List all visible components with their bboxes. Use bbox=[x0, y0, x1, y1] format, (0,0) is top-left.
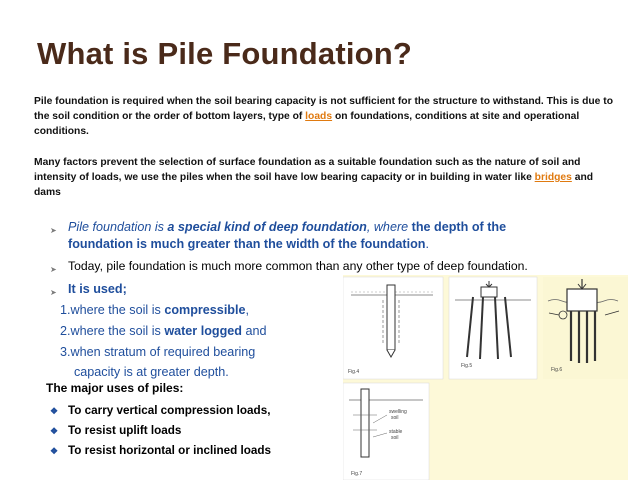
fig7-label: Fig.7 bbox=[351, 471, 363, 477]
pile-figures-illustration bbox=[343, 275, 628, 480]
intro-text: on foundations, conditions at site and operational conditions. bbox=[34, 111, 580, 137]
arrow-bullet-icon: ➤ bbox=[50, 288, 57, 297]
use-text: 1.where the soil is bbox=[60, 303, 165, 317]
fig6-label: Fig.6 bbox=[551, 367, 563, 373]
bridges-link[interactable]: bridges bbox=[534, 172, 572, 183]
diamond-bullet-icon: ❖ bbox=[50, 406, 59, 416]
diamond-bullet-icon: ❖ bbox=[50, 446, 59, 456]
use-case-3-line2 bbox=[74, 364, 229, 381]
major-uses-heading: The major uses of piles: bbox=[46, 381, 184, 395]
bullet-text-part: foundation is much greater than the width of the foundation bbox=[68, 237, 426, 251]
intro-paragraph-1 bbox=[34, 94, 619, 139]
use-text: 3.when stratum of required bearing bbox=[60, 345, 256, 359]
bullet-text: It is used; bbox=[68, 282, 127, 296]
use-text: . bbox=[225, 365, 229, 379]
bullet-text-part: . bbox=[425, 237, 430, 251]
intro-text: Many factors prevent the selection of surface foundation as a suitable foundation such as the nature of soil and intensity of loads, we use the piles when the soil have low bearing capacity or in building in water like bbox=[34, 157, 581, 183]
bullet-text-part: a special kind of deep foundation bbox=[167, 220, 367, 234]
bullet-text-part: , where bbox=[366, 220, 412, 234]
intro-text: Pile foundation is required when the soil bearing capacity is not sufficient for the structure to withstand. This is due to the soil condition or the order of bottom layers, type of bbox=[34, 96, 613, 122]
bullet-text-part: the depth of the bbox=[411, 220, 507, 234]
use-text: and bbox=[241, 324, 267, 338]
swelling-label: swelling bbox=[389, 409, 407, 415]
major-use-text: To carry vertical compression loads, bbox=[68, 404, 271, 417]
major-use-text: To resist horizontal or inclined loads bbox=[68, 444, 272, 457]
diamond-bullet-icon: ❖ bbox=[50, 426, 59, 436]
use-text: compressible bbox=[164, 303, 246, 317]
use-case-1 bbox=[60, 302, 249, 319]
use-case-2 bbox=[60, 323, 267, 340]
major-use-text: To resist uplift loads bbox=[68, 424, 182, 437]
arrow-bullet-icon: ➤ bbox=[50, 265, 57, 274]
arrow-bullet-icon: ➤ bbox=[50, 226, 57, 235]
soil-label: soil bbox=[391, 435, 399, 441]
bullet-text: Today, pile foundation is much more common than any other type of deep foundation. bbox=[68, 259, 528, 273]
page-title: What is Pile Foundation? bbox=[37, 36, 413, 71]
fig4-label: Fig.4 bbox=[348, 369, 360, 375]
intro-text: and dams bbox=[34, 172, 594, 198]
soil-label: soil bbox=[391, 415, 399, 421]
use-text: water logged bbox=[164, 324, 242, 338]
use-text: 2.where the soil is bbox=[60, 324, 165, 338]
intro-paragraph-2 bbox=[34, 155, 619, 200]
bullet-definition-line2 bbox=[68, 236, 429, 254]
use-text: , bbox=[245, 303, 250, 317]
bullet-text-part: Pile foundation is bbox=[68, 220, 168, 234]
use-text: capacity is at greater depth bbox=[74, 365, 226, 379]
stable-label: stable bbox=[389, 429, 403, 435]
use-case-3 bbox=[60, 344, 255, 361]
bullet-text bbox=[68, 219, 506, 237]
pile-figures bbox=[343, 275, 628, 480]
loads-link[interactable]: loads bbox=[305, 111, 333, 122]
fig5-label: Fig.5 bbox=[461, 363, 473, 369]
